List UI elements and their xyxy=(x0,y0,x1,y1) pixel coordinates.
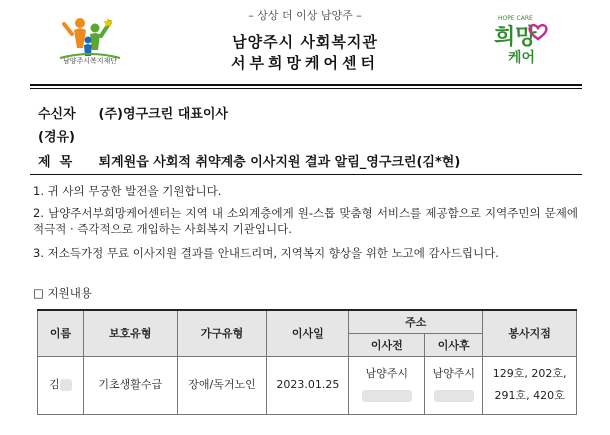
cell-name xyxy=(38,356,84,414)
cell-address-before-text: 남양주시 xyxy=(365,367,409,380)
section-title: □ 지원내용 xyxy=(33,286,92,300)
header-address-before: 이사전 xyxy=(349,333,425,356)
hope-care-logo-icon xyxy=(492,10,554,66)
redacted-address-before xyxy=(362,390,412,402)
cell-volunteer-line2: 291호, 420호 xyxy=(494,389,565,402)
support-table xyxy=(37,309,577,415)
cell-address-after xyxy=(425,356,483,414)
header-protection-type: 보호유형 xyxy=(83,310,177,356)
cell-name-text: 김 xyxy=(49,378,60,391)
foundation-logo-text: 남양주시복지재단 xyxy=(62,57,118,65)
cell-address-before xyxy=(349,356,425,414)
subject-row xyxy=(38,151,460,170)
cell-household-type: 장애/독거노인 xyxy=(177,356,267,414)
header-name: 이름 xyxy=(38,310,84,356)
redacted-address-after xyxy=(434,390,474,402)
header-household-type: 가구유형 xyxy=(177,310,267,356)
redacted-name xyxy=(60,379,72,391)
subject-label: 제 목 xyxy=(38,155,73,170)
subject-rule xyxy=(30,174,582,175)
hope-care-logo xyxy=(492,10,554,66)
org-title-line2: 서부희망케어센터 xyxy=(231,54,379,72)
header-address-after: 이사후 xyxy=(425,333,483,356)
paragraph-2: 2. 남양주서부희망케어센터는 지역 내 소외계층에게 원-스톱 맞춤형 서비스를 제공함으로 지역주민의 문제에 적극적 · 즉각적으로 개입하는 사회복지 기관입니다. xyxy=(33,206,578,236)
header-address: 주소 xyxy=(349,310,483,333)
via-row xyxy=(38,126,94,145)
subject-value: 퇴계원읍 사회적 취약계층 이사지원 결과 알림_영구크린(김*현) xyxy=(98,155,461,170)
org-title-line1: 남양주시 사회복지관 xyxy=(232,33,378,51)
slogan: – 상상 더 이상 남양주 – xyxy=(248,9,362,22)
header-volunteer-branch: 봉사지점 xyxy=(483,310,577,356)
recipient-label: 수신자 xyxy=(38,107,76,122)
table-row xyxy=(38,356,577,414)
via-label: (경유) xyxy=(38,130,75,145)
cell-move-date: 2023.01.25 xyxy=(267,356,349,414)
cell-volunteer-branch xyxy=(483,356,577,414)
cell-protection-type: 기초생활수급 xyxy=(83,356,177,414)
svg-text:희망: 희망 xyxy=(494,25,537,50)
svg-text:케어: 케어 xyxy=(508,50,536,66)
cell-address-after-text: 남양주시 xyxy=(432,367,475,380)
recipient-value: (주)영구크린 대표이사 xyxy=(98,107,228,122)
header-rule-thin xyxy=(30,88,582,89)
cell-volunteer-line1: 129호, 202호, xyxy=(492,367,567,380)
paragraph-1: 1. 귀 사의 무궁한 발전을 기원합니다. xyxy=(33,184,222,198)
recipient-row xyxy=(38,103,228,122)
header-move-date: 이사일 xyxy=(267,310,349,356)
paragraph-3: 3. 저소득가정 무료 이사지원 결과를 안내드리며, 지역복지 향상을 위한 노고에 감사드립니다. xyxy=(33,246,499,260)
header-rule xyxy=(30,84,582,86)
svg-text:HOPE CARE: HOPE CARE xyxy=(498,15,533,22)
